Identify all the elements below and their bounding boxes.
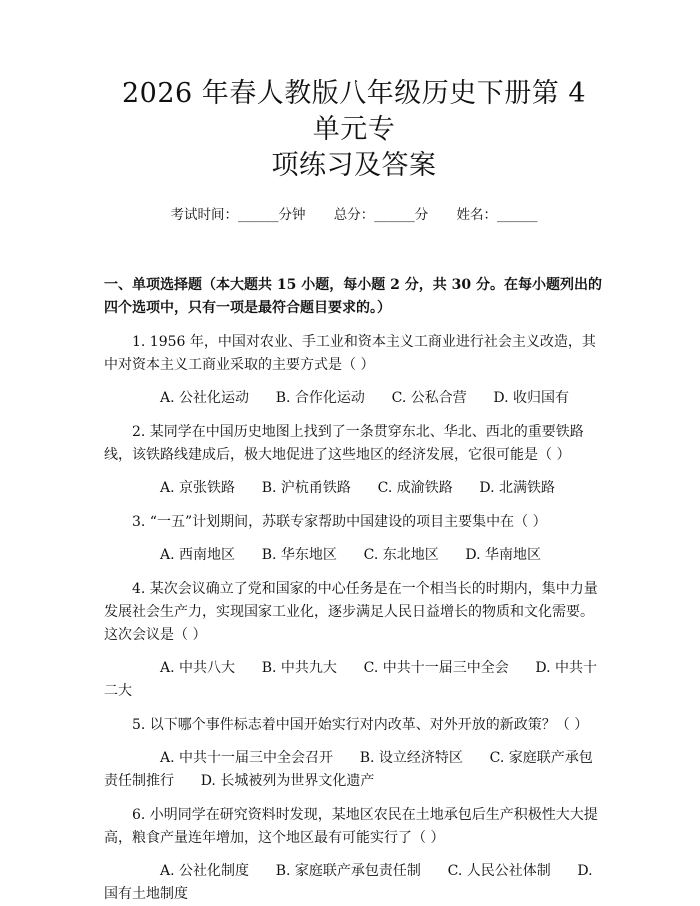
question-options: A. 西南地区 B. 华东地区 C. 东北地区 D. 华南地区 xyxy=(160,547,542,563)
question-options: A. 京张铁路 B. 沪杭甬铁路 C. 成渝铁路 D. 北满铁路 xyxy=(160,480,556,496)
question-stem: 3. “一五”计划期间，苏联专家帮助中国建设的项目主要集中在（ ） xyxy=(132,514,547,530)
title-line-1: 2026 年春人教版八年级历史下册第 4 单元专 xyxy=(121,78,587,145)
exam-score: 总分：______分 xyxy=(333,207,429,223)
question-options: A. 公社化制度 B. 家庭联产承包责任制 C. 人民公社体制 D. 国有土地制度 xyxy=(104,863,598,902)
student-name: 姓名：______ xyxy=(456,207,538,223)
question-options: A. 中共八大 B. 中共九大 C. 中共十一届三中全会 D. 中共十二大 xyxy=(104,660,598,699)
question-stem: 2. 某同学在中国历史地图上找到了一条贯穿东北、华北、西北的重要铁路线，该铁路线建成后，极大地促进了这些地区的经济发展，它很可能是（ ） xyxy=(104,424,584,463)
question-stem: 1. 1956 年，中国对农业、手工业和资本主义工商业进行社会主义改造，其中对资本主义工商业采取的主要方式是（ ） xyxy=(104,334,596,373)
section-heading: 一、单项选择题（本大题共 15 小题，每小题 2 分，共 30 分。在每小题列出的四个选项中，只有一项是最符合题目要求的。） xyxy=(104,277,602,316)
question-options: A. 中共十一届三中全会召开 B. 设立经济特区 C. 家庭联产承包责任制推行 D. 长城被列为世界文化遗产 xyxy=(104,750,593,789)
document-title xyxy=(104,76,604,184)
exam-time: 考试时间：______分钟 xyxy=(170,207,306,223)
question-stem: 6. 小明同学在研究资料时发现，某地区农民在土地承包后生产积极性大大提高，粮食产量连年增加，这个地区最有可能实行了（ ） xyxy=(104,807,598,846)
question-stem: 5. 以下哪个事件标志着中国开始实行对内改革、对外开放的新政策？（ ） xyxy=(132,717,589,733)
question-options: A. 公社化运动 B. 合作化运动 C. 公私合营 D. 收归国有 xyxy=(160,390,570,406)
title-line-2: 项练习及答案 xyxy=(271,150,437,181)
exam-meta xyxy=(104,205,604,225)
question-stem: 4. 某次会议确立了党和国家的中心任务是在一个相当长的时期内，集中力量发展社会生产力，实现国家工业化，逐步满足人民日益增长的物质和文化需要。这次会议是（ ） xyxy=(104,581,598,643)
